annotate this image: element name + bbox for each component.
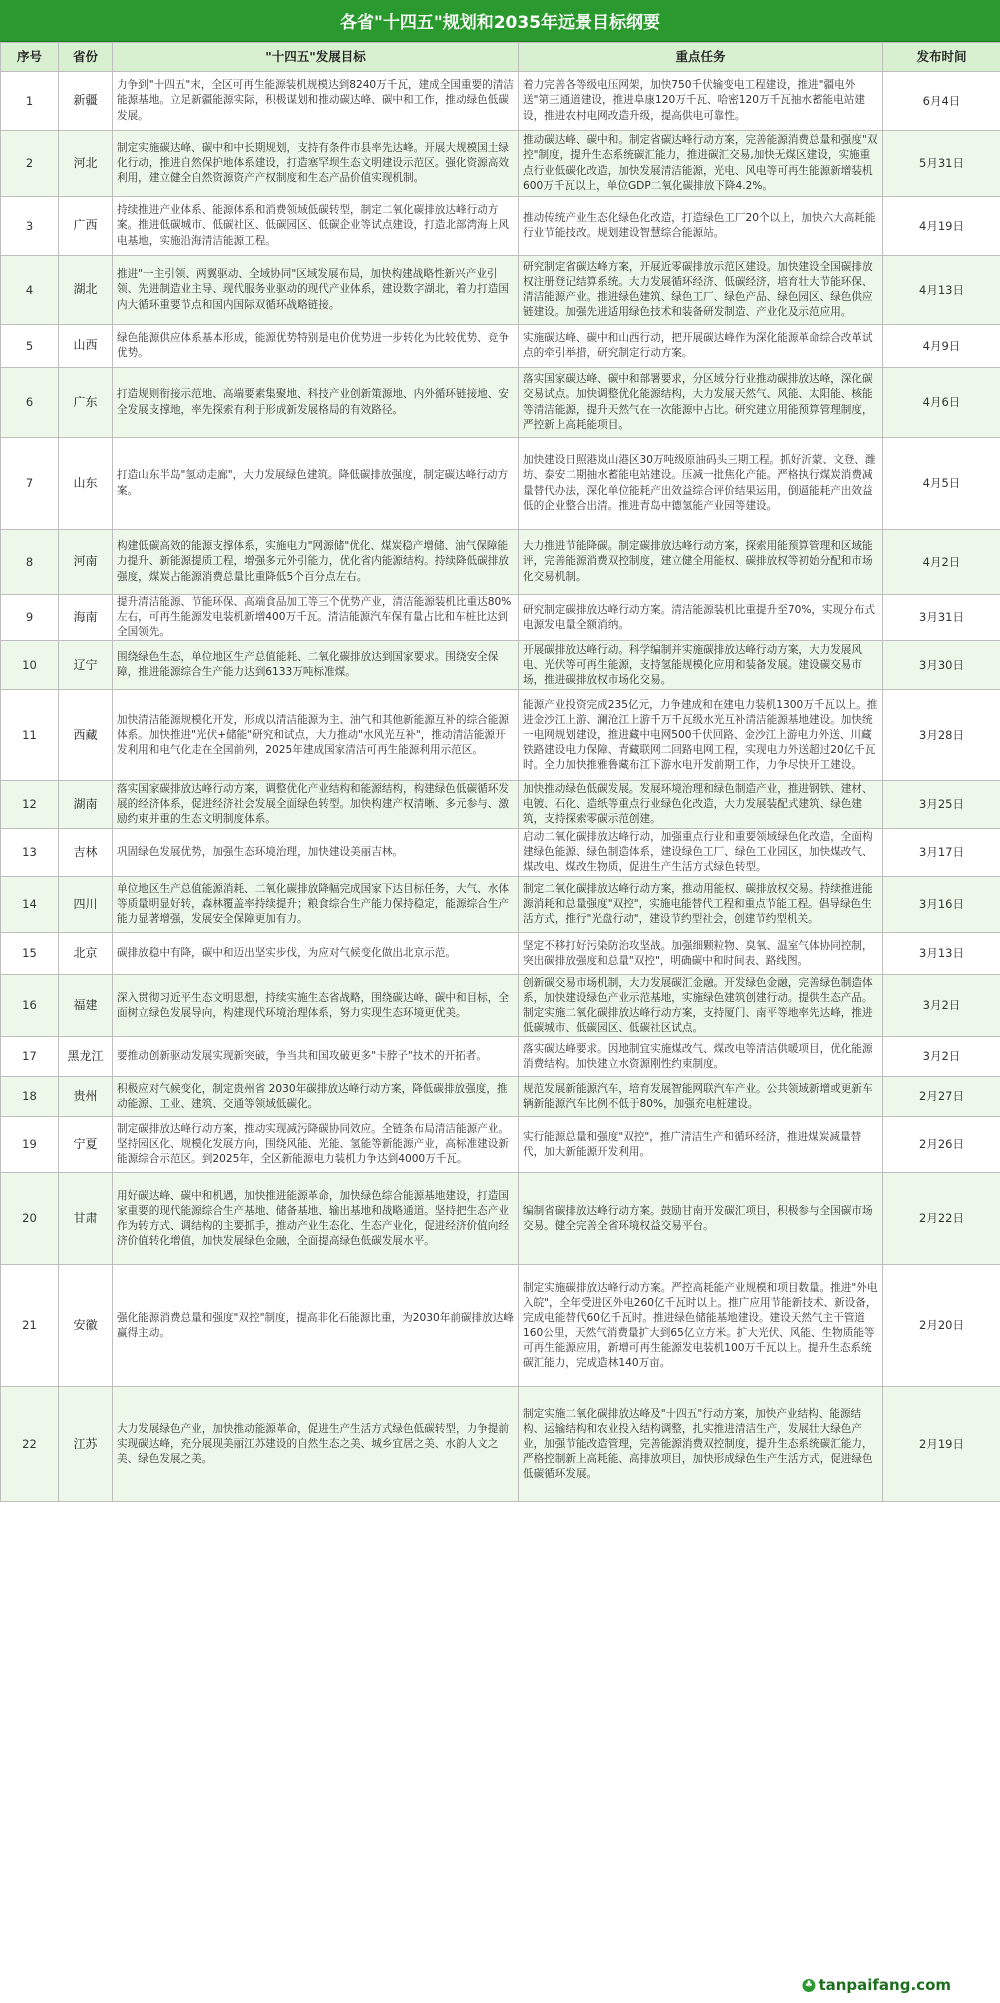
release-date: 6月4日 xyxy=(883,72,1000,131)
table-row xyxy=(1,72,1000,131)
release-date: 2月22日 xyxy=(883,1173,1000,1265)
development-goal: 强化能源消费总量和强度"双控"制度，提高非化石能源比重，为2030年前碳排放达峰赢得主动。 xyxy=(113,1265,519,1387)
release-date: 4月13日 xyxy=(883,256,1000,325)
table-title: 各省"十四五"规划和2035年远景目标纲要 xyxy=(0,0,1000,42)
key-tasks: 创新碳交易市场机制，大力发展碳汇金融。开发绿色金融，完善绿色制造体系，加快建设绿色产业示范基地，实施绿色建筑创建行动。提供生态产品。制定实施二氧化碳排放达峰行动方案，支持厦门、南平等地率先达峰，推进低碳城市、低碳园区、低碳社区试点。 xyxy=(519,975,883,1037)
province-name: 甘肃 xyxy=(59,1173,113,1265)
table-row xyxy=(1,877,1000,933)
key-tasks: 制定实施二氧化碳排放达峰及"十四五"行动方案，加快产业结构、能源结构、运输结构和农业投入结构调整，扎实推进清洁生产，发展壮大绿色产业，加强节能改造管理，完善能源消费双控制度，提升生态系统碳汇能力，严格控制新上高耗能、高排放项目，加快形成绿色生产生活方式，促进绿色低碳循环发展。 xyxy=(519,1387,883,1502)
header-number: 序号 xyxy=(1,43,59,72)
development-goal: 持续推进产业体系、能源体系和消费领域低碳转型，制定二氧化碳排放达峰行动方案。推进低碳城市、低碳社区、低碳园区、低碳企业等试点建设，打造北部湾海上风电基地，实施沿海清洁能源工程。 xyxy=(113,197,519,256)
table-row xyxy=(1,368,1000,438)
header-goals: "十四五"发展目标 xyxy=(113,43,519,72)
row-number: 4 xyxy=(1,256,59,325)
release-date: 4月19日 xyxy=(883,197,1000,256)
table-row xyxy=(1,438,1000,530)
row-number: 15 xyxy=(1,933,59,975)
province-name: 安徽 xyxy=(59,1265,113,1387)
development-goal: 围绕绿色生态，单位地区生产总值能耗、二氧化碳排放达到国家要求。围绕安全保障，推进能源综合生产能力达到6133万吨标准煤。 xyxy=(113,641,519,690)
development-goal: 构建低碳高效的能源支撑体系，实施电力"网源储"优化、煤炭稳产增储、油气保障能力提升、新能源提质工程，增强多元外引能力，优化省内能源结构。持续降低碳排放强度，煤炭占能源消费总量比重降低5个百分点左右。 xyxy=(113,530,519,595)
key-tasks: 着力完善各等级电压网架，加快750千伏输变电工程建设，推进"疆电外送"第三通道建设，推进阜康120万千瓦、哈密120万千瓦抽水蓄能电站建设，推进农村电网改造升级，提高供电可靠性。 xyxy=(519,72,883,131)
row-number: 17 xyxy=(1,1037,59,1077)
province-name: 广西 xyxy=(59,197,113,256)
row-number: 19 xyxy=(1,1117,59,1173)
provincial-plans-table xyxy=(0,42,1000,1502)
key-tasks: 大力推进节能降碳。制定碳排放达峰行动方案，探索用能预算管理和区域能评，完善能源消费双控制度，建立健全用能权、碳排放权等初始分配和市场化交易机制。 xyxy=(519,530,883,595)
province-name: 海南 xyxy=(59,595,113,641)
row-number: 3 xyxy=(1,197,59,256)
province-name: 宁夏 xyxy=(59,1117,113,1173)
development-goal: 大力发展绿色产业，加快推动能源革命，促进生产生活方式绿色低碳转型，力争提前实现碳达峰，充分展现美丽江苏建设的自然生态之美、城乡宜居之美、水韵人文之美、绿色发展之美。 xyxy=(113,1387,519,1502)
key-tasks: 推动传统产业生态化绿色化改造，打造绿色工厂20个以上，加快六大高耗能行业节能技改。规划建设智慧综合能源站。 xyxy=(519,197,883,256)
release-date: 4月6日 xyxy=(883,368,1000,438)
key-tasks: 制定二氧化碳排放达峰行动方案，推动用能权、碳排放权交易。持续推进能源消耗和总量强度"双控"，实施电能替代工程和重点节能工程。倡导绿色生活方式，推行"光盘行动"，建设节约型社会，创建节约型机关。 xyxy=(519,877,883,933)
watermark-text: tanpaifang.com xyxy=(818,1976,951,1994)
province-name: 湖南 xyxy=(59,781,113,829)
release-date: 3月31日 xyxy=(883,595,1000,641)
table-row xyxy=(1,131,1000,197)
header-release-date: 发布时间 xyxy=(883,43,1000,72)
row-number: 11 xyxy=(1,690,59,781)
row-number: 16 xyxy=(1,975,59,1037)
table-row xyxy=(1,641,1000,690)
development-goal: 单位地区生产总值能源消耗、二氧化碳排放降幅完成国家下达目标任务，大气、水体等质量明显好转，森林覆盖率持续提升；粮食综合生产能力保持稳定，能源综合生产能力显著增强，发展安全保障更加有力。 xyxy=(113,877,519,933)
table-header-row xyxy=(1,43,1000,72)
key-tasks: 开展碳排放达峰行动。科学编制并实施碳排放达峰行动方案，大力发展风电、光伏等可再生能源，支持氢能规模化应用和装备发展。建设碳交易市场，推进碳排放权市场化交易。 xyxy=(519,641,883,690)
row-number: 8 xyxy=(1,530,59,595)
key-tasks: 编制省碳排放达峰行动方案。鼓励甘南开发碳汇项目，积极参与全国碳市场交易。健全完善全省环境权益交易平台。 xyxy=(519,1173,883,1265)
site-watermark xyxy=(798,1975,955,1995)
header-province: 省份 xyxy=(59,43,113,72)
province-name: 江苏 xyxy=(59,1387,113,1502)
province-name: 山东 xyxy=(59,438,113,530)
table-row xyxy=(1,1173,1000,1265)
table-row xyxy=(1,1387,1000,1502)
development-goal: 提升清洁能源、节能环保、高端食品加工等三个优势产业，清洁能源装机比重达80%左右，可再生能源发电装机新增400万千瓦。清洁能源汽车保有量占比和车桩比达到全国领先。 xyxy=(113,595,519,641)
row-number: 20 xyxy=(1,1173,59,1265)
row-number: 6 xyxy=(1,368,59,438)
key-tasks: 制定实施碳排放达峰行动方案。严控高耗能产业规模和项目数量。推进"外电入皖"，全年受进区外电260亿千瓦时以上。推广应用节能新技术、新设备，完成电能替代60亿千瓦时。推进绿色储能基地建设。建设天然气主干管道160公里，天然气消费量扩大到65亿立方米。扩大光伏、风能、生物质能等可再生能源应用，新增可再生能源发电装机100万千瓦以上。提升生态系统碳汇能力，完成造林140万亩。 xyxy=(519,1265,883,1387)
key-tasks: 加快推动绿色低碳发展。发展环境治理和绿色制造产业，推进钢铁、建材、电镀、石化、造纸等重点行业绿色化改造，大力发展装配式建筑、绿色建筑，支持探索零碳示范创建。 xyxy=(519,781,883,829)
table-row xyxy=(1,1037,1000,1077)
key-tasks: 启动二氧化碳排放达峰行动，加强重点行业和重要领域绿色化改造，全面构建绿色能源、绿色制造体系，建设绿色工厂、绿色工业园区，加快煤改气、煤改电、煤改生物质，促进生产生活方式绿色转型。 xyxy=(519,829,883,877)
development-goal: 加快清洁能源规模化开发，形成以清洁能源为主、油气和其他新能源互补的综合能源体系。加快推进"光伏+储能"研究和试点，大力推动"水风光互补"，推动清洁能源开发利用和电气化走在全国前列，2025年建成国家清洁可再生能源利用示范区。 xyxy=(113,690,519,781)
leaf-logo-icon: ♣ xyxy=(802,1979,815,1992)
province-name: 广东 xyxy=(59,368,113,438)
release-date: 4月9日 xyxy=(883,325,1000,368)
row-number: 21 xyxy=(1,1265,59,1387)
table-row xyxy=(1,1265,1000,1387)
release-date: 2月19日 xyxy=(883,1387,1000,1502)
key-tasks: 研究制定省碳达峰方案，开展近零碳排放示范区建设。加快建设全国碳排放权注册登记结算系统。大力发展循环经济、低碳经济，培育壮大节能环保、清洁能源产业。推进绿色建筑、绿色工厂、绿色产品、绿色园区、绿色供应链建设。加强先进适用绿色技术和装备研发制造、产业化及示范应用。 xyxy=(519,256,883,325)
province-name: 山西 xyxy=(59,325,113,368)
table-row xyxy=(1,933,1000,975)
key-tasks: 实行能源总量和强度"双控"，推广清洁生产和循环经济，推进煤炭减量替代，加大新能源开发利用。 xyxy=(519,1117,883,1173)
table-row xyxy=(1,197,1000,256)
table-row xyxy=(1,690,1000,781)
row-number: 9 xyxy=(1,595,59,641)
development-goal: 力争到"十四五"末，全区可再生能源装机规模达到8240万千瓦，建成全国重要的清洁能源基地。立足新疆能源实际，积极谋划和推动碳达峰、碳中和工作，推动绿色低碳发展。 xyxy=(113,72,519,131)
release-date: 3月2日 xyxy=(883,1037,1000,1077)
table-row xyxy=(1,530,1000,595)
release-date: 2月20日 xyxy=(883,1265,1000,1387)
row-number: 1 xyxy=(1,72,59,131)
province-name: 湖北 xyxy=(59,256,113,325)
province-name: 吉林 xyxy=(59,829,113,877)
release-date: 3月2日 xyxy=(883,975,1000,1037)
province-name: 辽宁 xyxy=(59,641,113,690)
development-goal: 用好碳达峰、碳中和机遇，加快推进能源革命，加快绿色综合能源基地建设，打造国家重要的现代能源综合生产基地、储备基地、输出基地和战略通道。坚持把生态产业作为转方式、调结构的主要抓手，推动产业生态化、生态产业化，促进经济价值向经济价值转化增值，加快发展绿色金融，全面提高绿色低碳发展水平。 xyxy=(113,1173,519,1265)
province-name: 河北 xyxy=(59,131,113,197)
development-goal: 要推动创新驱动发展实现新突破，争当共和国攻破更多"卡脖子"技术的开拓者。 xyxy=(113,1037,519,1077)
development-goal: 落实国家碳排放达峰行动方案，调整优化产业结构和能源结构，构建绿色低碳循环发展的经济体系，促进经济社会发展全面绿色转型。加快构建产权清晰、多元参与、激励约束并重的生态文明制度体系。 xyxy=(113,781,519,829)
province-name: 新疆 xyxy=(59,72,113,131)
release-date: 2月27日 xyxy=(883,1077,1000,1117)
key-tasks: 加快建设日照港岚山港区30万吨级原油码头三期工程。抓好沂蒙、文登、潍坊、泰安二期抽水蓄能电站建设。压减一批焦化产能。严格执行煤炭消费减量替代办法，深化单位能耗产出效益综合评价结果运用，倒逼能耗产出效益低的企业整合出清。推进青岛中德氢能产业园等建设。 xyxy=(519,438,883,530)
release-date: 2月26日 xyxy=(883,1117,1000,1173)
development-goal: 积极应对气候变化，制定贵州省 2030年碳排放达峰行动方案，降低碳排放强度，推动能源、工业、建筑、交通等领域低碳化。 xyxy=(113,1077,519,1117)
release-date: 3月30日 xyxy=(883,641,1000,690)
development-goal: 深入贯彻习近平生态文明思想，持续实施生态省战略，围绕碳达峰、碳中和目标，全面树立绿色发展导向，构建现代环境治理体系，努力实现生态环境更优美。 xyxy=(113,975,519,1037)
release-date: 4月5日 xyxy=(883,438,1000,530)
province-name: 西藏 xyxy=(59,690,113,781)
row-number: 14 xyxy=(1,877,59,933)
table-row xyxy=(1,1117,1000,1173)
release-date: 3月25日 xyxy=(883,781,1000,829)
row-number: 5 xyxy=(1,325,59,368)
province-name: 贵州 xyxy=(59,1077,113,1117)
table-row xyxy=(1,975,1000,1037)
key-tasks: 落实国家碳达峰、碳中和部署要求，分区域分行业推动碳排放达峰，深化碳交易试点。加快调整优化能源结构，大力发展天然气、风能、太阳能、核能等清洁能源，提升天然气在一次能源中占比。研究建立用能预算管理制度，严控新上高耗能项目。 xyxy=(519,368,883,438)
release-date: 3月16日 xyxy=(883,877,1000,933)
development-goal: 绿色能源供应体系基本形成，能源优势特别是电价优势进一步转化为比较优势、竞争优势。 xyxy=(113,325,519,368)
row-number: 22 xyxy=(1,1387,59,1502)
row-number: 18 xyxy=(1,1077,59,1117)
province-name: 河南 xyxy=(59,530,113,595)
development-goal: 制定实施碳达峰、碳中和中长期规划，支持有条件市县率先达峰。开展大规模国土绿化行动，推进自然保护地体系建设，打造塞罕坝生态文明建设示范区。强化资源高效利用，建立健全自然资源资产产权制度和生态产品价值实现机制。 xyxy=(113,131,519,197)
row-number: 2 xyxy=(1,131,59,197)
key-tasks: 规范发展新能源汽车，培育发展智能网联汽车产业。公共领域新增或更新车辆新能源汽车比例不低于80%，加强充电桩建设。 xyxy=(519,1077,883,1117)
table-row xyxy=(1,325,1000,368)
release-date: 5月31日 xyxy=(883,131,1000,197)
development-goal: 制定碳排放达峰行动方案，推动实现减污降碳协同效应。全链条布局清洁能源产业。坚持园区化、规模化发展方向，围绕风能、光能、氢能等新能源产业，高标准建设新能源综合示范区。到2025年，全区新能源电力装机力争达到4000万千瓦。 xyxy=(113,1117,519,1173)
table-row xyxy=(1,1077,1000,1117)
province-name: 黑龙江 xyxy=(59,1037,113,1077)
row-number: 10 xyxy=(1,641,59,690)
development-goal: 打造山东半岛"氢动走廊"，大力发展绿色建筑。降低碳排放强度，制定碳达峰行动方案。 xyxy=(113,438,519,530)
table-row xyxy=(1,595,1000,641)
table-row xyxy=(1,781,1000,829)
row-number: 13 xyxy=(1,829,59,877)
development-goal: 打造规则衔接示范地、高端要素集聚地、科技产业创新策源地、内外循环链接地、安全发展支撑地，率先探索有利于形成新发展格局的有效路径。 xyxy=(113,368,519,438)
row-number: 12 xyxy=(1,781,59,829)
release-date: 3月13日 xyxy=(883,933,1000,975)
province-name: 北京 xyxy=(59,933,113,975)
row-number: 7 xyxy=(1,438,59,530)
province-name: 四川 xyxy=(59,877,113,933)
header-key-tasks: 重点任务 xyxy=(519,43,883,72)
province-name: 福建 xyxy=(59,975,113,1037)
table-row xyxy=(1,256,1000,325)
release-date: 4月2日 xyxy=(883,530,1000,595)
key-tasks: 研究制定碳排放达峰行动方案。清洁能源装机比重提升至70%，实现分布式电源发电量全额消纳。 xyxy=(519,595,883,641)
release-date: 3月28日 xyxy=(883,690,1000,781)
development-goal: 巩固绿色发展优势，加强生态环境治理，加快建设美丽吉林。 xyxy=(113,829,519,877)
release-date: 3月17日 xyxy=(883,829,1000,877)
key-tasks: 落实碳达峰要求。因地制宜实施煤改气、煤改电等清洁供暖项目，优化能源消费结构。加快建立水资源刚性约束制度。 xyxy=(519,1037,883,1077)
development-goal: 推进"一主引领、两翼驱动、全域协同"区域发展布局，加快构建战略性新兴产业引领、先进制造业主导、现代服务业驱动的现代产业体系，建设数字湖北，着力打造国内大循环重要节点和国内国际双循环战略链接。 xyxy=(113,256,519,325)
development-goal: 碳排放稳中有降，碳中和迈出坚实步伐，为应对气候变化做出北京示范。 xyxy=(113,933,519,975)
key-tasks: 推动碳达峰、碳中和。制定省碳达峰行动方案，完善能源消费总量和强度"双控"制度，提升生态系统碳汇能力，推进碳汇交易,加快无煤区建设，实施重点行业低碳化改造，加快发展清洁能源，光电、风电等可再生能源新增装机600万千瓦以上，单位GDP二氧化碳排放下降4.2%。 xyxy=(519,131,883,197)
table-row xyxy=(1,829,1000,877)
key-tasks: 实施碳达峰、碳中和山西行动，把开展碳达峰作为深化能源革命综合改革试点的牵引举措，研究制定行动方案。 xyxy=(519,325,883,368)
key-tasks: 坚定不移打好污染防治攻坚战。加强细颗粒物、臭氧、温室气体协同控制，突出碳排放强度和总量"双控"，明确碳中和时间表、路线图。 xyxy=(519,933,883,975)
key-tasks: 能源产业投资完成235亿元，力争建成和在建电力装机1300万千瓦以上。推进金沙江上游、澜沧江上游千万千瓦级水光互补清洁能源基地建设。加快统一电网规划建设，推进藏中电网500千伏回路、金沙江上游电力外送、川藏铁路建设电力保障、青藏联网二回路电网工程，实现电力外送超过20亿千瓦时。全力加快推雅鲁藏布江下游水电开发前期工作，力争尽快开工建设。 xyxy=(519,690,883,781)
